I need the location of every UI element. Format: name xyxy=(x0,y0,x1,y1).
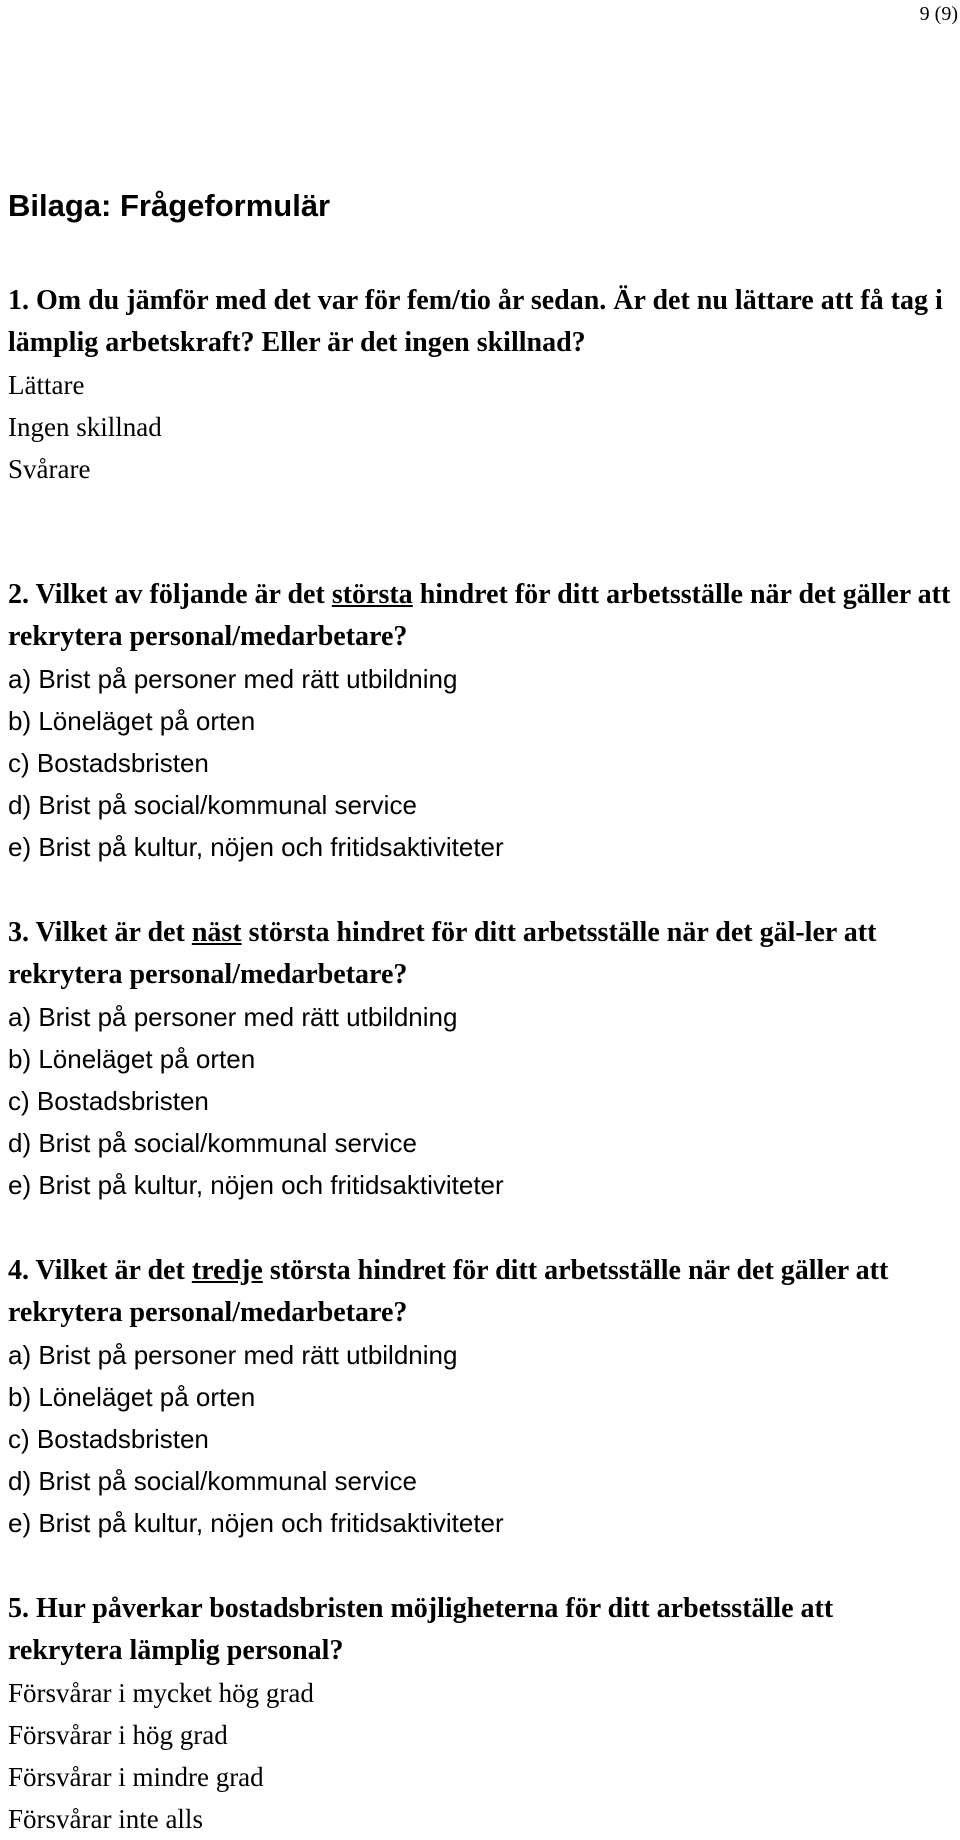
answer-option: Svårare xyxy=(8,454,91,484)
question-heading: 4. Vilket är det tredje största hindret för ditt arbetsställe när det gäller att rekrytera personal/medarbetare? xyxy=(8,1255,889,1328)
answer-option: c) Bostadsbristen xyxy=(8,1424,209,1454)
answer-options xyxy=(8,1334,952,1544)
answer-option: a) Brist på personer med rätt utbildning xyxy=(8,664,458,694)
emphasis-underline: näst xyxy=(191,917,242,948)
answer-options xyxy=(8,364,952,490)
answer-option: d) Brist på social/kommunal service xyxy=(8,1466,417,1496)
page-title: Bilaga: Frågeformulär xyxy=(8,188,331,223)
answer-option: Försvårar i mindre grad xyxy=(8,1762,264,1792)
answer-options xyxy=(8,996,952,1206)
answer-options xyxy=(8,658,952,868)
answer-option: c) Bostadsbristen xyxy=(8,748,209,778)
answer-option: b) Löneläget på orten xyxy=(8,706,256,736)
question-3 xyxy=(8,912,952,1206)
answer-option: a) Brist på personer med rätt utbildning xyxy=(8,1002,458,1032)
question-heading: 2. Vilket av följande är det största hindret för ditt arbetsställe när det gäller att rekrytera personal/medarbetare? xyxy=(8,579,951,652)
question-1 xyxy=(8,280,952,490)
question-4 xyxy=(8,1250,952,1544)
answer-option: a) Brist på personer med rätt utbildning xyxy=(8,1340,458,1370)
answer-option: b) Löneläget på orten xyxy=(8,1044,256,1074)
question-heading: 3. Vilket är det näst största hindret för ditt arbetsställe när det gäl-ler att rekrytera personal/medarbetare? xyxy=(8,917,877,990)
question-2 xyxy=(8,574,952,868)
question-heading: 5. Hur påverkar bostadsbristen möjligheterna för ditt arbetsställe att rekrytera lämplig personal? xyxy=(8,1593,834,1666)
answer-option: d) Brist på social/kommunal service xyxy=(8,790,417,820)
emphasis-underline: största xyxy=(331,579,413,610)
answer-option: d) Brist på social/kommunal service xyxy=(8,1128,417,1158)
answer-option: Ingen skillnad xyxy=(8,412,162,442)
page-number: 9 (9) xyxy=(919,3,958,25)
emphasis-underline: tredje xyxy=(191,1255,263,1286)
answer-options xyxy=(8,1672,952,1840)
answer-option: e) Brist på kultur, nöjen och fritidsaktiviteter xyxy=(8,1170,504,1200)
answer-option: Försvårar inte alls xyxy=(8,1804,203,1834)
answer-option: Försvårar i hög grad xyxy=(8,1720,228,1750)
question-5 xyxy=(8,1588,952,1840)
answer-option: Försvårar i mycket hög grad xyxy=(8,1678,314,1708)
answer-option: e) Brist på kultur, nöjen och fritidsaktiviteter xyxy=(8,1508,504,1538)
answer-option: b) Löneläget på orten xyxy=(8,1382,256,1412)
answer-option: c) Bostadsbristen xyxy=(8,1086,209,1116)
answer-option: e) Brist på kultur, nöjen och fritidsaktiviteter xyxy=(8,832,504,862)
answer-option: Lättare xyxy=(8,370,85,400)
question-heading: 1. Om du jämför med det var för fem/tio år sedan. Är det nu lättare att få tag i lämplig arbetskraft? Eller är det ingen skillnad? xyxy=(8,285,943,358)
